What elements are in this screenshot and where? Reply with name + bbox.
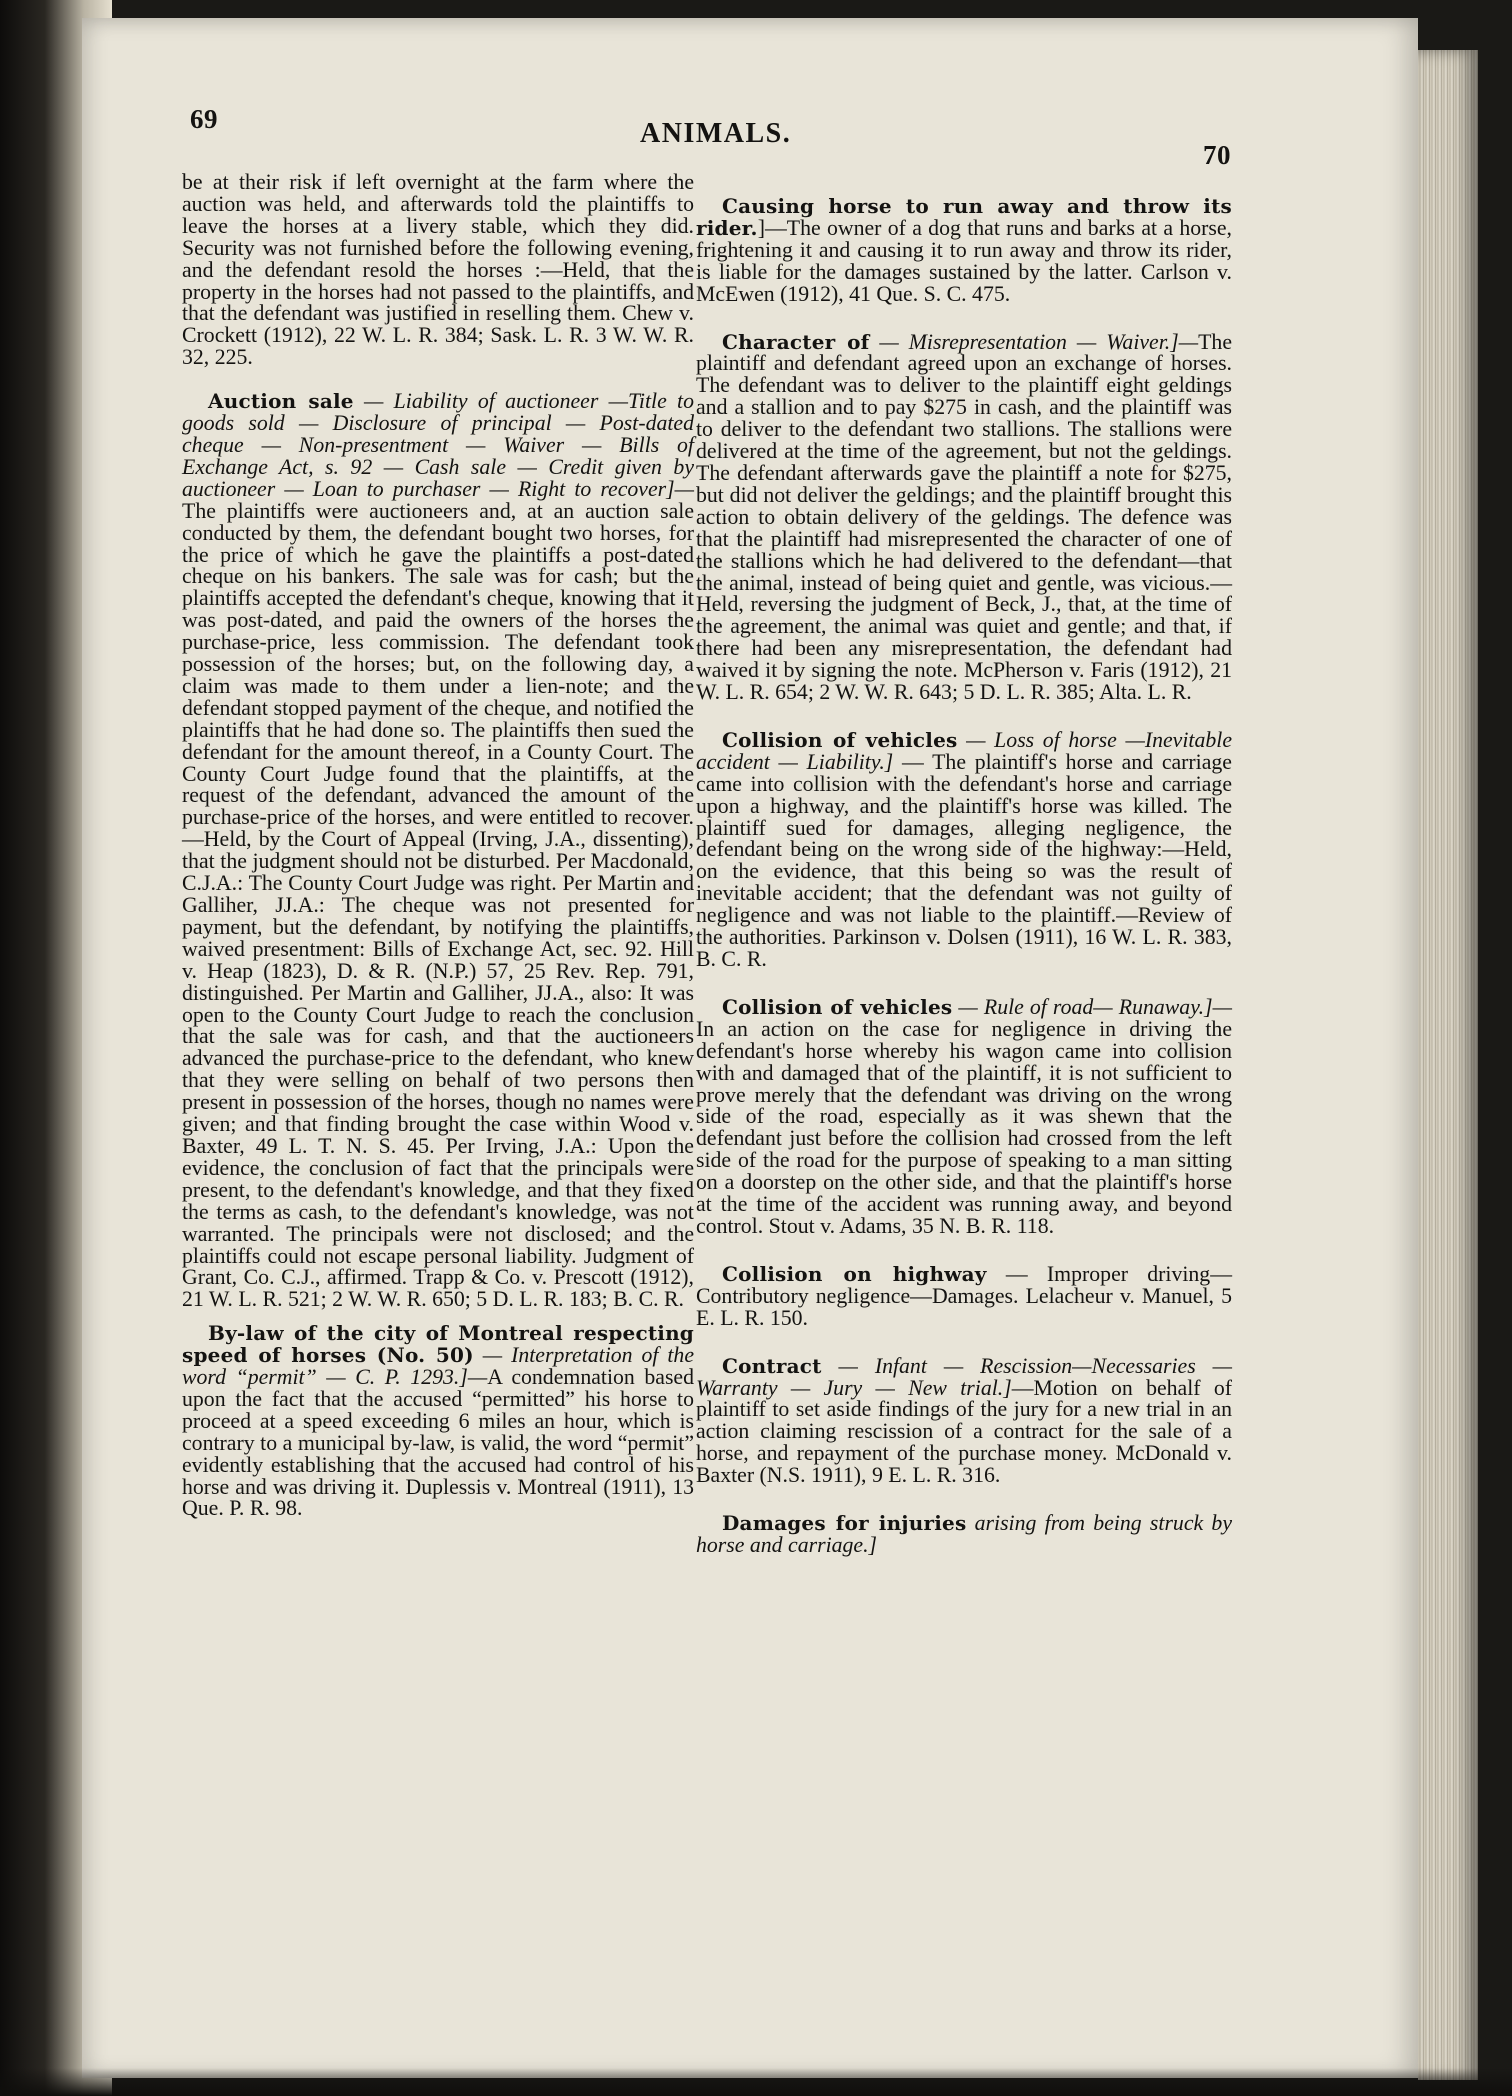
entry-body: The plaintiff and defendant agreed upon an exchange of horses. The defendant was to deliver to the plaintiff eight geldings and a stallion and to pay $275 in cash, and the plaintiff was to deliver to the defendant two stallions. The stallions were delivered at the time of the agreement, but not the geldings. The defendant afterwards gave the plaintiff a note for $275, but did not deliver the geldings; and the plaintiff brought this action to obtain delivery of the geldings. The defence was that the plaintiff had misrepresented the character of one of the stallions which he had delivered to the defendant—that the animal, instead of being quiet and gentle, was vicious.—Held, reversing the judgment of Beck, J., that, at the time of the agreement, the animal was quiet and gentle; and that, if there had been any misrepresentation, the defendant had waived it by signing the note. McPherson v. Faris (1912), 21 W. L. R. 654; 2 W. W. R. 643; 5 D. L. R. 385; Alta. L. R.	[696, 329, 1232, 705]
entry-qualifiers: — Liability of auctioneer —Title to goods sold — Disclosure of principal — Post-dated cheque — Non-presentment — Waiver — Bills of Exchange Act, s. 92 — Cash sale — Credit given by auctioneer — Loan to purchaser — Right to recover]—	[182, 389, 694, 501]
right-page-number: 70	[1203, 140, 1231, 170]
entry-body: The plaintiffs were auctioneers and, at an auction sale conducted by them, the defendant bought two horses, for the price of which he gave the plaintiffs a post-dated cheque on his bankers. The sale was for cash; but the plaintiffs accepted the defendant's cheque, knowing that it was post-dated, and paid the owners of the horses the purchase-price, less commission. The defendant took possession of the horses; but, on the following day, a claim was made to them under a lien-note; and the defendant stopped payment of the cheque, and notified the plaintiffs that he had done so. The plaintiffs then sued the defendant for the amount thereof, in a County Court. The County Court Judge found that the plaintiffs, at the request of the defendant, advanced the amount of the purchase-price of the horses, and were entitled to recover.—Held, by the Court of Appeal (Irving, J.A., dissenting), that the judgment should not be disturbed. Per Macdonald, C.J.A.: The County Court Judge was right. Per Martin and Galliher, JJ.A.: The cheque was not presented for payment, but the defendant, by notifying the plaintiffs, waived presentment: Bills of Exchange Act, sec. 92. Hill v. Heap (1823), D. & R. (N.P.) 57, 25 Rev. Rep. 791, distinguished. Per Martin and Galliher, JJ.A., also: It was open to the County Court Judge to reach the conclusion that the sale was for cash, and that the auctioneers advanced the purchase-price to the defendant, who knew that they were selling on behalf of two persons then present in possession of the horses, though no names were given; and that finding brought the case within Wood v. Baxter, 49 L. T. N. S. 45. Per Irving, J.A.: Upon the evidence, the conclusion of fact that the principals were present, to the defendant's knowledge, and that they fixed the terms as cash, to the defendant's knowledge, was not warranted. The principals were not disclosed; and the plaintiffs could not escape personal liability. Judgment of Grant, Co. C.J., affirmed. Trapp & Co. v. Prescott (1912), 21 W. L. R. 521; 2 W. W. R. 650; 5 D. L. R. 183; B. C. R.	[182, 498, 694, 1312]
entry-body: — The plaintiff's horse and carriage came into collision with the defendant's horse and carriage upon a highway, and the plaintiff's horse was killed. The plaintiff sued for damages, alleging negligence, the defendant being on the wrong side of the highway:—Held, on the evidence, that this being so was the result of inevitable accident; that the defendant was not guilty of negligence and was not liable to the plaintiff.—Review of the authorities. Parkinson v. Dolsen (1911), 16 W. L. R. 383, B. C. R.	[696, 749, 1232, 971]
entry-damages-injuries	[696, 1513, 1232, 1557]
entry-body: A condemnation based upon the fact that the accused “permitted” his horse to proceed at a speed exceeding 6 miles an hour, which is contrary to a municipal by-law, is valid, the word “permit” evidently establishing that the accused had control of his horse and was driving it. Duplessis v. Montreal (1911), 13 Que. P. R. 98.	[182, 1365, 694, 1521]
entry-qualifiers: — Misrepresentation — Waiver.]—	[869, 329, 1199, 354]
entry-heading: Auction sale	[208, 389, 354, 414]
entry-qualifiers: — Loss of horse —Inevitable accident — Liability.]	[696, 727, 1233, 774]
entry-qualifiers: — Infant — Rescission—Necessaries — Warranty — Jury — New trial.]	[696, 1353, 1232, 1400]
left-column	[182, 172, 694, 1520]
entry-qualifiers: arising from being struck by horse and carriage.]	[696, 1511, 1232, 1557]
entry-collision-highway	[696, 1261, 1232, 1330]
entry-heading: By-law of the city of Montreal respecting speed of horses (No. 50)	[182, 1321, 694, 1368]
bottom-shadow	[0, 2068, 1512, 2096]
entry-auction-sale	[182, 391, 694, 1311]
left-page-number: 69	[190, 104, 218, 134]
continued-paragraph: be at their risk if left overnight at the farm where the auction was held, and afterwards told the plaintiffs to leave the horses at a livery stable, which they did. Security was not furnished before the following evening, and the defendant resold the horses :—Held, that the property in the horses had not passed to the plaintiffs, and that the defendant was justified in reselling them. Chew v. Crockett (1912), 22 W. L. R. 384; Sask. L. R. 3 W. W. R. 32, 225.	[182, 170, 694, 370]
entry-contract	[696, 1353, 1232, 1488]
entry-qualifiers: — Interpretation of the word “permit” — C. P. 1293.]—	[182, 1343, 694, 1390]
entry-heading: Contract	[722, 1353, 822, 1378]
entry-heading: Causing horse to run away and throw its rider.	[696, 194, 1232, 240]
right-column	[696, 196, 1232, 1557]
entry-heading: Character of	[722, 329, 870, 354]
entry-collision-vehicles-2	[696, 994, 1232, 1238]
entry-body: ]—The owner of a dog that runs and barks at a horse, frightening it and causing it to run away and throw its rider, is liable for the damages sustained by the latter. Carlson v. McEwen (1912), 41 Que. S. C. 475.	[696, 215, 1232, 306]
page-stack-edge	[1418, 50, 1478, 2080]
entry-collision-vehicles-1	[696, 727, 1233, 971]
running-header: ANIMALS.	[640, 118, 792, 149]
entry-heading: Collision on highway	[722, 1261, 987, 1286]
entry-qualifiers: — Rule of road— Runaway.]—	[952, 994, 1232, 1019]
entry-heading: Collision of vehicles	[722, 727, 958, 752]
entry-bylaw-montreal	[182, 1323, 694, 1520]
entry-heading: Damages for injuries	[722, 1511, 967, 1536]
entry-body: In an action on the case for negligence in driving the defendant's horse whereby his wagon came into collision with and damaged that of the plaintiff, it is not sufficient to prove merely that the defendant was driving on the wrong side of the road, especially as it was shewn that the defendant just before the collision had crossed from the left side of the road for the purpose of speaking to a man sitting on a doorstep on the other side, and that the plaintiff's horse at the time of the accident was running away, and beyond control. Stout v. Adams, 35 N. B. R. 118.	[696, 1016, 1232, 1238]
entry-body: —Motion on behalf of plaintiff to set aside findings of the jury for a new trial in an action claiming rescission of a contract for the sale of a horse, and repayment of the purchase money. McDonald v. Baxter (N.S. 1911), 9 E. L. R. 316.	[696, 1375, 1232, 1488]
entry-character-of	[696, 329, 1232, 705]
entry-body: — Improper driving—Contributory negligence—Damages. Lelacheur v. Manuel, 5 E. L. R. 150.	[696, 1261, 1232, 1330]
entry-causing-horse	[696, 196, 1232, 306]
entry-heading: Collision of vehicles	[722, 994, 953, 1019]
